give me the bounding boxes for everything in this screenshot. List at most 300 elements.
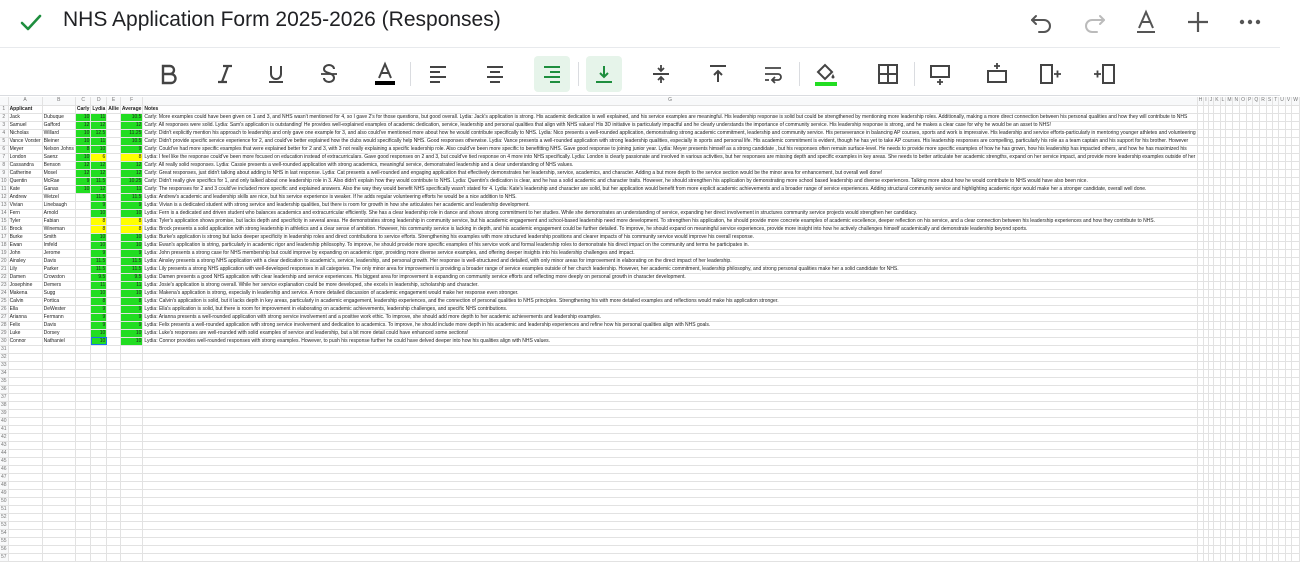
cell[interactable]: Lydia: Lily presents a strong NHS application with well-developed responses in all categories. The only minor area for improvement is providing a broader range of service examples outside of her church leadership. However, her academic commitment, leadership philosophy, and strong personal qualities make her a solid candidate for NHS. [143, 265, 1197, 273]
cell[interactable] [8, 521, 42, 529]
cell[interactable] [1233, 417, 1240, 425]
cell[interactable] [1197, 433, 1204, 441]
cell[interactable] [1240, 393, 1247, 401]
cell[interactable]: 10 [120, 209, 143, 217]
cell[interactable] [1260, 297, 1267, 305]
row-header[interactable]: 27 [1, 313, 7, 320]
row-header[interactable]: 16 [1, 225, 7, 232]
cell[interactable] [1292, 521, 1300, 529]
cell[interactable] [107, 377, 121, 385]
cell[interactable] [1197, 465, 1204, 473]
cell[interactable] [42, 457, 75, 465]
cell[interactable] [1260, 137, 1267, 145]
cell[interactable]: 11 [91, 137, 107, 145]
cell[interactable] [120, 481, 143, 489]
cell[interactable] [1240, 137, 1247, 145]
cell[interactable] [1233, 433, 1240, 441]
cell[interactable] [1233, 537, 1240, 545]
column-header[interactable]: P [1248, 97, 1252, 104]
cell[interactable] [1260, 217, 1267, 225]
cell[interactable] [8, 377, 42, 385]
cell[interactable] [8, 353, 42, 361]
row-header[interactable]: 42 [1, 433, 7, 440]
cell[interactable] [107, 457, 121, 465]
cell[interactable] [1260, 281, 1267, 289]
cell[interactable] [8, 489, 42, 497]
row-header[interactable]: 52 [1, 513, 7, 520]
cell[interactable] [1279, 505, 1286, 513]
cell[interactable] [120, 433, 143, 441]
cell[interactable] [42, 553, 75, 561]
cell[interactable] [42, 409, 75, 417]
cell[interactable] [120, 473, 143, 481]
cell[interactable] [1260, 329, 1267, 337]
cell[interactable]: Lydia: Felix presents a well-rounded application with strong service involvement and dedication to academics. To improve, he should include more depth in his academic and leadership experiences and refine how his personal qualities align with NHS goals. [143, 321, 1197, 329]
cell[interactable] [91, 353, 107, 361]
cell[interactable] [1260, 377, 1267, 385]
cell[interactable] [1197, 353, 1204, 361]
cell[interactable] [75, 457, 91, 465]
cell[interactable]: 12 [120, 161, 143, 169]
cell[interactable] [1226, 449, 1233, 457]
cell[interactable] [1240, 529, 1247, 537]
cell[interactable] [1197, 505, 1204, 513]
cell[interactable] [1226, 361, 1233, 369]
cell[interactable] [1226, 145, 1233, 153]
cell[interactable] [1226, 489, 1233, 497]
cell[interactable] [1292, 401, 1300, 409]
cell[interactable] [107, 433, 121, 441]
cell[interactable] [1240, 441, 1247, 449]
cell[interactable] [1226, 465, 1233, 473]
cell[interactable] [1279, 209, 1286, 217]
cell[interactable] [1240, 465, 1247, 473]
cell[interactable] [143, 537, 1197, 545]
cell[interactable]: Catherine [8, 169, 42, 177]
cell[interactable] [1253, 273, 1260, 281]
cell[interactable] [1253, 417, 1260, 425]
cell[interactable] [75, 497, 91, 505]
cell[interactable]: Ella [8, 305, 42, 313]
cell[interactable] [107, 369, 121, 377]
cell[interactable] [1292, 121, 1300, 129]
cell[interactable]: Carly: Didn't provide specific service experience for 2, and could've better explained how the clubs would specifically help NHS. Good responses otherwise. Lydia: Vance presents a well-rounded application with strong leadership qualities, especially in sports and personal life. His academic commitment is evident, though he has yet to take AP courses. His leadership responses are compelling, particularly his role as a team captain and his support for his brother. However [143, 137, 1197, 145]
cell[interactable] [75, 433, 91, 441]
header-cell[interactable] [1233, 105, 1240, 113]
cell[interactable] [1240, 233, 1247, 241]
cell[interactable] [143, 393, 1197, 401]
cell[interactable] [42, 505, 75, 513]
cell[interactable] [1279, 345, 1286, 353]
cell[interactable] [8, 497, 42, 505]
cell[interactable] [1292, 457, 1300, 465]
cell[interactable] [1292, 553, 1300, 561]
cell[interactable] [1292, 233, 1300, 241]
row-header[interactable]: 6 [0, 145, 8, 153]
cell[interactable] [1240, 513, 1247, 521]
cell[interactable] [1197, 129, 1204, 137]
bold-icon[interactable] [150, 56, 186, 92]
column-header[interactable]: F [120, 97, 143, 105]
cell[interactable] [75, 513, 91, 521]
cell[interactable]: Vivian [8, 201, 42, 209]
redo-icon[interactable] [1080, 8, 1108, 36]
cell[interactable] [1240, 121, 1247, 129]
cell[interactable] [1279, 417, 1286, 425]
cell[interactable]: 9 [120, 249, 143, 257]
cell[interactable]: 10 [120, 241, 143, 249]
cell[interactable] [1233, 289, 1240, 297]
cell[interactable]: Lydia: Fern is a dedicated and driven student who balances academics and extracurricular efficiently. She has a clear leadership role in dance and shows strong commitment to her studies. While she demonstrates an understanding of service, expanding her direct involvement in structures community service projects would strengthen her candidacy. [143, 209, 1197, 217]
cell[interactable] [1292, 473, 1300, 481]
cell[interactable] [1240, 409, 1247, 417]
cell[interactable]: Lydia: John presents a strong case for NHS membership but could improve by expanding on academic rigor, providing more diverse service examples, and offering deeper insights into his leadership challenges and impact. [143, 249, 1197, 257]
row-header[interactable]: 45 [1, 457, 7, 464]
cell[interactable] [1253, 425, 1260, 433]
cell[interactable] [1279, 313, 1286, 321]
row-header[interactable]: 47 [1, 473, 7, 480]
cell[interactable] [42, 361, 75, 369]
cell[interactable] [1226, 497, 1233, 505]
cell[interactable] [1279, 137, 1286, 145]
row-header[interactable]: 3 [0, 121, 8, 129]
cell[interactable] [143, 529, 1197, 537]
cell[interactable] [1260, 233, 1267, 241]
cell[interactable] [1279, 153, 1286, 161]
cell[interactable] [107, 353, 121, 361]
cell[interactable] [1240, 401, 1247, 409]
cell[interactable] [1233, 193, 1240, 201]
cell[interactable] [143, 441, 1197, 449]
cell[interactable] [1292, 409, 1300, 417]
cell[interactable]: Lydia: Connor provides well-rounded responses with strong examples. However, to push his response further he could have delved deeper into how his qualities align with NHS values. [143, 337, 1197, 345]
cell[interactable] [143, 457, 1197, 465]
cell[interactable] [1253, 249, 1260, 257]
cell[interactable] [1240, 377, 1247, 385]
cell[interactable] [107, 273, 121, 281]
cell[interactable]: 6 [91, 153, 107, 161]
cell[interactable] [1260, 449, 1267, 457]
cell[interactable] [91, 377, 107, 385]
cell[interactable] [1253, 289, 1260, 297]
cell[interactable] [1279, 321, 1286, 329]
cell[interactable] [1226, 353, 1233, 361]
cell[interactable]: 10.25 [120, 177, 143, 185]
cell[interactable] [1226, 161, 1233, 169]
row-header[interactable]: 15 [1, 217, 7, 224]
borders-icon[interactable] [870, 56, 906, 92]
cell[interactable] [1279, 409, 1286, 417]
cell[interactable] [1260, 465, 1267, 473]
cell[interactable]: Dorsey [42, 329, 75, 337]
cell[interactable]: 9 [91, 305, 107, 313]
cell[interactable] [1233, 345, 1240, 353]
cell[interactable] [1233, 233, 1240, 241]
insert-row-below-icon[interactable] [922, 56, 958, 92]
cell[interactable]: 10 [120, 289, 143, 297]
cell[interactable] [75, 201, 91, 209]
cell[interactable] [8, 481, 42, 489]
cell[interactable] [42, 481, 75, 489]
row-header[interactable]: 10 [1, 177, 7, 184]
cell[interactable] [1260, 153, 1267, 161]
cell[interactable] [1253, 521, 1260, 529]
cell[interactable] [91, 473, 107, 481]
cell[interactable] [1260, 113, 1267, 121]
underline-icon[interactable] [258, 56, 294, 92]
cell[interactable] [1197, 385, 1204, 393]
cell[interactable] [1197, 289, 1204, 297]
cell[interactable]: Sugg [42, 289, 75, 297]
cell[interactable]: 9 [120, 313, 143, 321]
cell[interactable] [1279, 353, 1286, 361]
cell[interactable] [42, 449, 75, 457]
cell[interactable] [1226, 329, 1233, 337]
cell[interactable] [1260, 337, 1267, 345]
cell[interactable] [1226, 265, 1233, 273]
cell[interactable] [75, 257, 91, 265]
cell[interactable]: Portica [42, 297, 75, 305]
cell[interactable]: Lydia: Vivian is a dedicated student with strong service and leadership qualities, but there is room for growth in how she articulates her academic and leadership development. [143, 201, 1197, 209]
cell[interactable] [1240, 505, 1247, 513]
cell[interactable] [107, 521, 121, 529]
cell[interactable] [1260, 417, 1267, 425]
cell[interactable] [1226, 425, 1233, 433]
cell[interactable] [1197, 169, 1204, 177]
cell[interactable] [1253, 441, 1260, 449]
cell[interactable] [143, 385, 1197, 393]
cell[interactable] [1260, 553, 1267, 561]
cell[interactable] [1253, 337, 1260, 345]
cell[interactable] [1226, 321, 1233, 329]
cell[interactable] [75, 489, 91, 497]
cell[interactable] [1197, 369, 1204, 377]
cell[interactable]: Carly: The responses for 2 and 3 could've included more specific and explained answers. Also the way they would benefit NHS specifically wasn't stated for 4. Lydia: Kate's leadership and character are solid, but her application would benefit from more explicit academic achievements and a broader range of service experiences. Adding structural community service and highlighting academic rigor would make her a stronger candidate, overall well done. [143, 185, 1197, 193]
cell[interactable] [1279, 233, 1286, 241]
cell[interactable] [1197, 193, 1204, 201]
cell[interactable] [1240, 217, 1247, 225]
cell[interactable] [1292, 369, 1300, 377]
cell[interactable] [1292, 489, 1300, 497]
cell[interactable]: 11.25 [120, 129, 143, 137]
cell[interactable] [1292, 537, 1300, 545]
cell[interactable] [1240, 345, 1247, 353]
header-cell[interactable] [1279, 105, 1286, 113]
cell[interactable] [1197, 329, 1204, 337]
cell[interactable] [107, 385, 121, 393]
cell[interactable] [1233, 457, 1240, 465]
row-header[interactable]: 13 [1, 201, 7, 208]
cell[interactable]: Lydia: Josie's application is strong overall. While her service explanation could be more developed, she excels in leadership, scholarship and character. [143, 281, 1197, 289]
cell[interactable] [1197, 145, 1204, 153]
cell[interactable] [1197, 225, 1204, 233]
cell[interactable] [1260, 185, 1267, 193]
cell[interactable]: Lydia: Andrew's academic and leadership skills are nice, but his service experience is weaker. If he adds regular volunteering efforts he would be a nice addition to NHS. [143, 193, 1197, 201]
cell[interactable] [1240, 369, 1247, 377]
cell[interactable] [1292, 481, 1300, 489]
cell[interactable] [1292, 361, 1300, 369]
cell[interactable]: 11.5 [91, 265, 107, 273]
cell[interactable] [1240, 337, 1247, 345]
cell[interactable] [1292, 321, 1300, 329]
cell[interactable]: 11.5 [91, 177, 107, 185]
cell[interactable] [1233, 113, 1240, 121]
cell[interactable] [1197, 249, 1204, 257]
cell[interactable] [1233, 297, 1240, 305]
cell[interactable] [75, 521, 91, 529]
row-header[interactable]: 21 [1, 265, 7, 272]
row-header[interactable]: 36 [1, 385, 7, 392]
cell[interactable] [75, 545, 91, 553]
column-header[interactable]: K [1215, 97, 1219, 104]
cell[interactable] [1197, 529, 1204, 537]
cell[interactable] [8, 369, 42, 377]
cell[interactable] [1292, 145, 1300, 153]
column-header[interactable]: B [42, 97, 75, 105]
cell[interactable] [1292, 305, 1300, 313]
cell[interactable] [75, 249, 91, 257]
cell[interactable] [1279, 393, 1286, 401]
valign-bottom-icon[interactable] [586, 56, 622, 92]
cell[interactable] [1260, 273, 1267, 281]
cell[interactable] [75, 417, 91, 425]
cell[interactable]: Samuel [8, 121, 42, 129]
cell[interactable] [1240, 249, 1247, 257]
cell[interactable] [1240, 145, 1247, 153]
cell[interactable] [8, 393, 42, 401]
cell[interactable] [1240, 521, 1247, 529]
cell[interactable] [120, 553, 143, 561]
cell[interactable]: Demers [42, 281, 75, 289]
cell[interactable]: 8 [91, 225, 107, 233]
cell[interactable] [75, 265, 91, 273]
cell[interactable] [1279, 329, 1286, 337]
cell[interactable]: 9.5 [120, 273, 143, 281]
cell[interactable] [120, 409, 143, 417]
cell[interactable] [1253, 361, 1260, 369]
cell[interactable] [1292, 425, 1300, 433]
cell[interactable] [1240, 457, 1247, 465]
header-cell[interactable]: Applicant [8, 105, 42, 113]
row-header[interactable]: 57 [1, 553, 7, 560]
cell[interactable]: Lydia: Burke's application is strong but lacks deeper specificity in leadership roles and direct contributions to service efforts. Strengthening his examples with more structured leadership positions and clearer impacts of his community service would improve his overall response. [143, 233, 1197, 241]
cell[interactable]: Nelson Johns [43, 145, 74, 152]
cell[interactable] [1226, 281, 1233, 289]
cell[interactable] [1260, 249, 1267, 257]
cell[interactable]: Carly: Great responses, just didn't talking about adding to NHS in last response. Lydia: Cat presents a well-rounded and engaging application that effectively demonstrates her leadership, service, academics, and character. Adding a but more depth to the service section would be the minor area for enhancement, but overall well done! [143, 169, 1197, 177]
cell[interactable] [1226, 417, 1233, 425]
row-header[interactable]: 20 [1, 257, 7, 264]
cell[interactable] [107, 449, 121, 457]
cell[interactable] [1240, 385, 1247, 393]
column-header[interactable]: H [1198, 97, 1203, 104]
row-header[interactable]: 50 [1, 497, 7, 504]
cell[interactable] [42, 537, 75, 545]
cell[interactable]: Bleiner [42, 137, 75, 145]
strikethrough-icon[interactable] [311, 56, 347, 92]
cell[interactable]: Tyler [8, 217, 42, 225]
cell[interactable] [107, 121, 121, 129]
cell[interactable] [107, 441, 121, 449]
cell[interactable] [1233, 185, 1240, 193]
cell[interactable] [1260, 129, 1267, 137]
cell[interactable]: Parker [42, 265, 75, 273]
cell[interactable]: Davis [42, 257, 75, 265]
cell[interactable] [1279, 361, 1286, 369]
cell[interactable] [1253, 177, 1260, 185]
cell[interactable] [1260, 385, 1267, 393]
cell[interactable]: Nathaniel [42, 337, 75, 345]
cell[interactable] [1292, 449, 1300, 457]
cell[interactable] [8, 417, 42, 425]
cell[interactable] [1253, 185, 1260, 193]
cell[interactable] [75, 313, 91, 321]
cell[interactable] [1292, 297, 1300, 305]
cell[interactable] [1197, 401, 1204, 409]
cell[interactable] [107, 281, 121, 289]
cell[interactable] [75, 473, 91, 481]
cell[interactable] [1240, 433, 1247, 441]
row-header[interactable]: 53 [1, 521, 7, 528]
cell[interactable] [1233, 161, 1240, 169]
cell[interactable]: Carly: All responses were solid. Lydia: Sam's application is outstanding! He provides well-explained examples of academic dedication, service, leadership and personal qualities that align with NHS values! His 3D initiative is particularly impactful and he clearly understands the importance of community service. His leadership response is strong, and he makes a clear case for why he would be an asset to NHS! [143, 121, 1197, 129]
cell[interactable] [1279, 145, 1286, 153]
cell[interactable]: Arianna [8, 313, 42, 321]
row-header[interactable]: 1 [0, 105, 8, 113]
cell[interactable] [1226, 337, 1233, 345]
row-header[interactable]: 4 [0, 129, 8, 137]
cell[interactable] [42, 417, 75, 425]
header-cell[interactable] [1197, 105, 1204, 113]
cell[interactable] [120, 417, 143, 425]
header-cell[interactable] [1260, 105, 1267, 113]
cell[interactable] [1226, 537, 1233, 545]
cell[interactable] [107, 113, 121, 121]
cell[interactable] [1253, 313, 1260, 321]
cell[interactable] [75, 273, 91, 281]
cell[interactable] [75, 393, 91, 401]
cell[interactable] [1279, 473, 1286, 481]
cell[interactable]: Wetzel [42, 193, 75, 201]
cell[interactable]: Kate [8, 185, 42, 193]
cell[interactable] [1260, 289, 1267, 297]
cell[interactable] [1233, 441, 1240, 449]
cell[interactable] [1197, 417, 1204, 425]
row-header[interactable]: 51 [1, 505, 7, 512]
cell[interactable]: 9 [75, 177, 91, 185]
document-title[interactable]: NHS Application Form 2025-2026 (Responses) [63, 8, 501, 31]
cell[interactable]: 9 [91, 249, 107, 257]
cell[interactable] [8, 441, 42, 449]
row-header[interactable]: 30 [1, 337, 7, 344]
cell[interactable] [1253, 353, 1260, 361]
wrap-icon[interactable] [755, 56, 791, 92]
cell[interactable] [1233, 209, 1240, 217]
cell[interactable] [107, 505, 121, 513]
cell[interactable] [1226, 553, 1233, 561]
cell[interactable] [75, 481, 91, 489]
cell[interactable]: Luke [8, 329, 42, 337]
row-header[interactable]: 43 [1, 441, 7, 448]
cell[interactable] [107, 393, 121, 401]
cell[interactable] [107, 401, 121, 409]
cell[interactable] [1233, 545, 1240, 553]
cell[interactable] [1240, 241, 1247, 249]
row-header[interactable]: 38 [1, 401, 7, 408]
cell[interactable] [120, 401, 143, 409]
text-format-icon[interactable] [1132, 8, 1160, 36]
cell[interactable] [1292, 289, 1300, 297]
